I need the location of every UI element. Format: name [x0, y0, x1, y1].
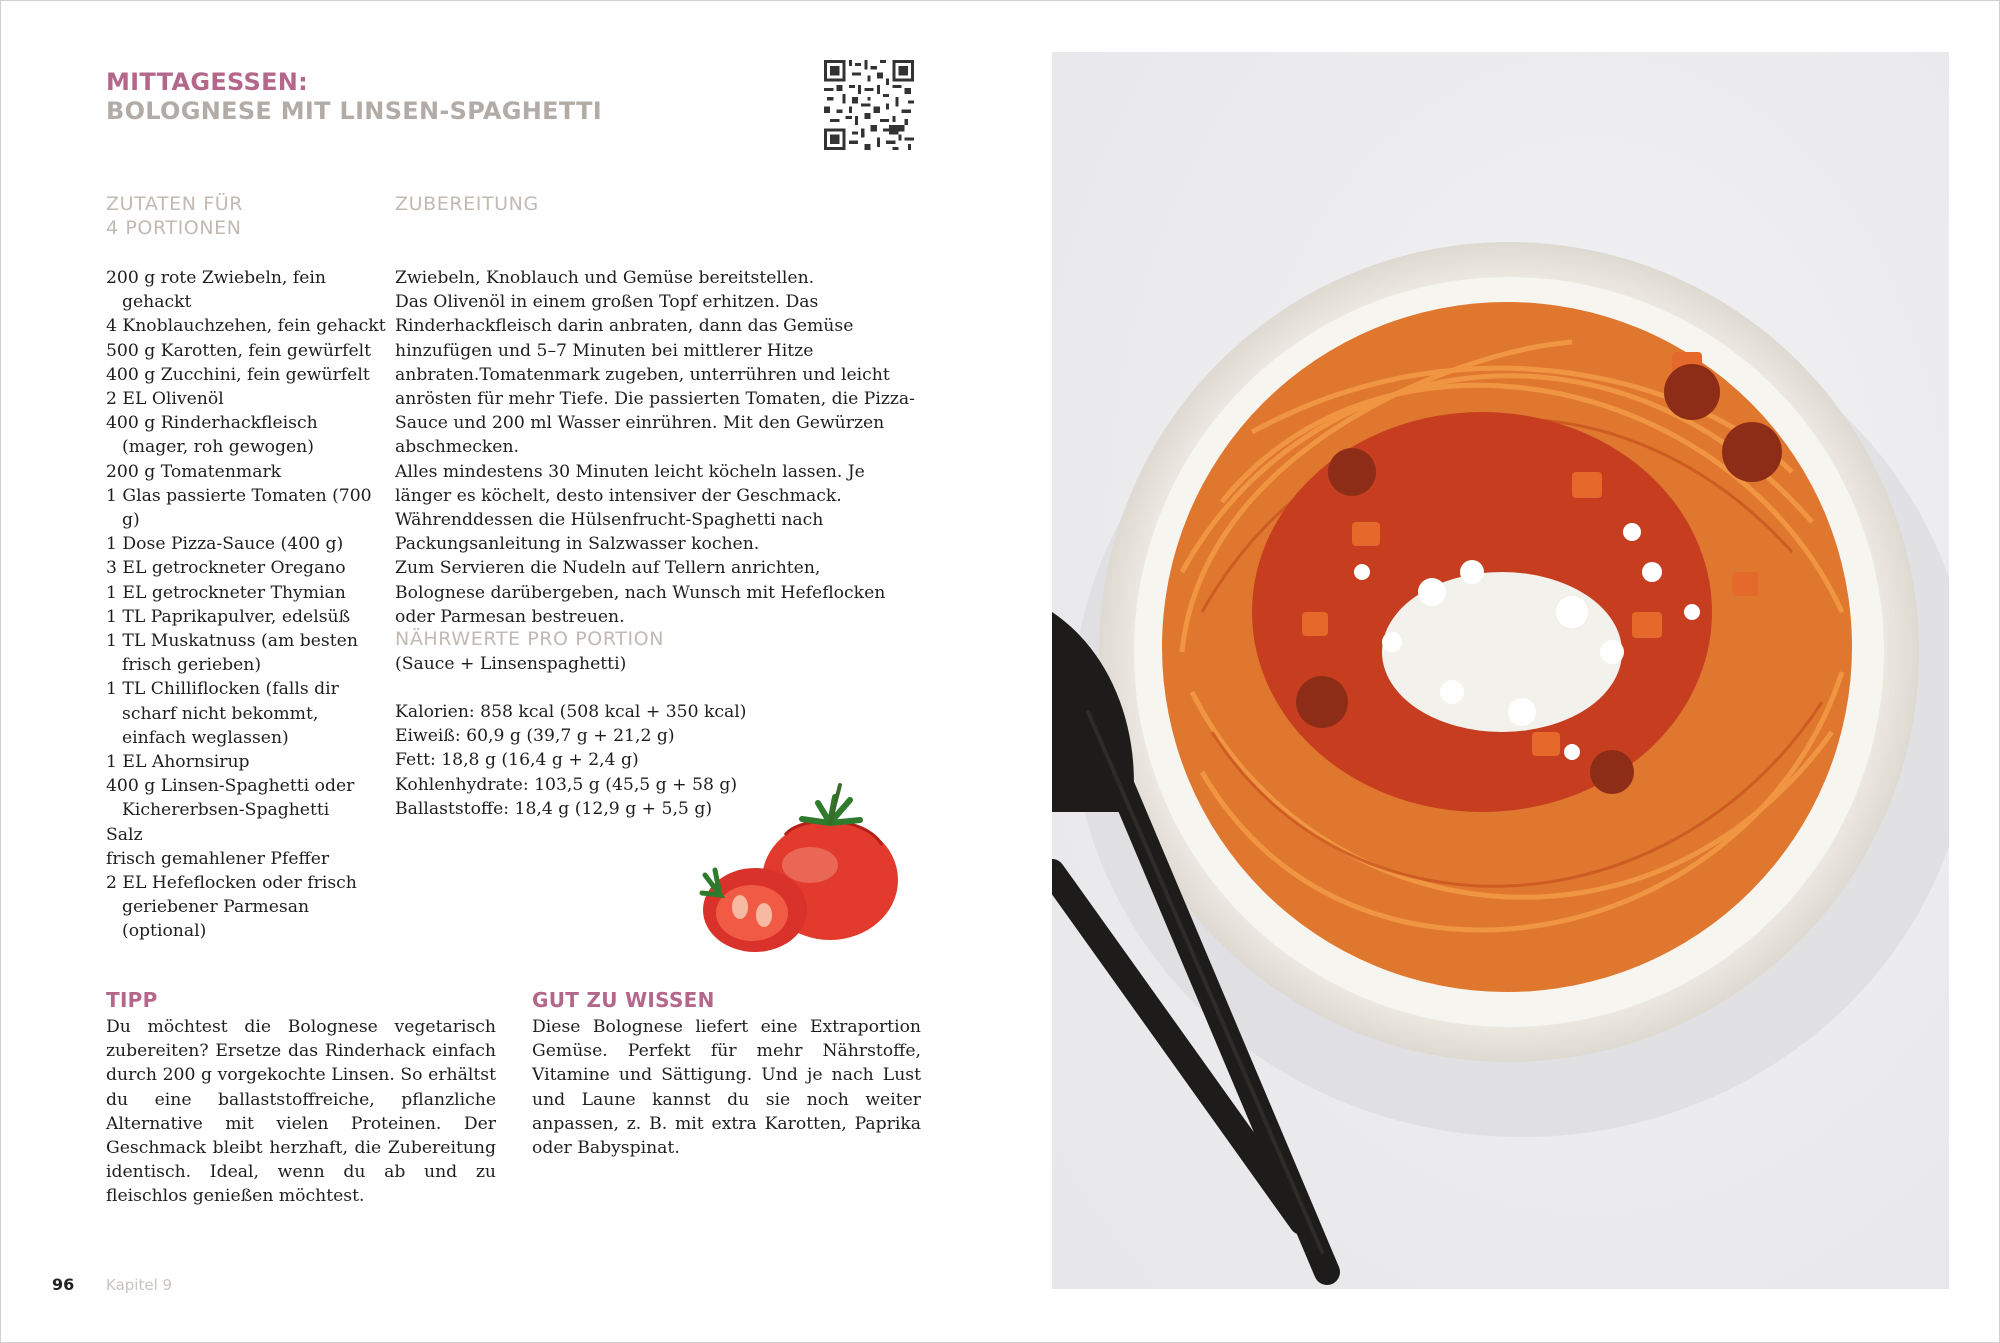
ingredient-item: 200 g rote Zwiebeln, fein gehackt: [106, 268, 326, 313]
preparation-step: Währenddessen die Hülsenfrucht-Spaghetti nach Packungsanleitung in Salzwasser kochen.: [395, 510, 824, 555]
preparation-step: Zum Servieren die Nudeln auf Tellern anrichten, Bolognese darübergeben, nach Wunsch mit Hefeflocken oder Parmesan bestreuen.: [395, 558, 886, 627]
nutrition-item: Ballaststoffe: 18,4 g (12,9 g + 5,5 g): [395, 798, 713, 819]
nutrition-item: Eiweiß: 60,9 g (39,7 g + 21,2 g): [395, 726, 675, 747]
nutrition-heading: NÄHRWERTE PRO PORTION: [395, 628, 665, 650]
tip-heading: TIPP: [106, 988, 158, 1012]
qr-code-icon[interactable]: [824, 60, 914, 150]
ingredient-item: 400 g Zucchini, fein gewürfelt: [106, 364, 370, 385]
ingredient-item: frisch gemahlener Pfeffer: [106, 848, 330, 869]
chapter-label: Kapitel 9: [106, 1276, 173, 1294]
nutrition-item: Fett: 18,8 g (16,4 g + 2,4 g): [395, 750, 639, 771]
ingredient-item: 2 EL Hefeflocken oder frisch geriebener Parmesan (optional): [106, 873, 357, 942]
good-to-know-text: Diese Bolognese liefert eine Extraportion Gemüse. Perfekt für mehr Nährstoffe, Vitamine und Sättigung. Und je nach Lust und Laune kannst du sie noch weiter anpassen, z. B. mit extra Karotten, Paprika oder Babyspinat.: [532, 1017, 921, 1159]
recipe-title: BOLOGNESE MIT LINSEN-SPAGHETTI: [106, 97, 602, 125]
ingredient-item: 400 g Linsen-Spaghetti oder Kichererbsen-Spaghetti: [106, 776, 355, 821]
ingredients-heading-line-2: 4 PORTIONEN: [106, 217, 242, 239]
ingredient-item: 4 Knoblauchzehen, fein gehackt: [106, 316, 386, 337]
ingredient-item: 400 g Rinderhackfleisch (mager, roh gewogen): [106, 413, 318, 458]
tomato-illustration-icon: [690, 775, 920, 965]
ingredient-item: 1 Glas passierte Tomaten (700 g): [106, 485, 372, 531]
ingredients-heading-line-1: ZUTATEN FÜR: [106, 193, 244, 215]
ingredient-item: 500 g Karotten, fein gewürfelt: [106, 340, 372, 361]
ingredient-item: 1 EL Ahornsirup: [106, 752, 250, 773]
preparation-step: Das Olivenöl in einem großen Topf erhitzen. Das Rinderhackfleisch darin anbraten, dann das Gemüse hinzufügen und 5–7 Minuten bei mittlerer Hitze anbraten.Tomatenmark zugeben, unterrühren und leicht anrösten für mehr Tiefe. Die passierten Tomaten, die Pizza-Sauce und 200 ml Wasser einrühren. Mit den Gewürzen abschmecken.: [395, 292, 915, 458]
nutrition-item: Kohlenhydrate: 103,5 g (45,5 g + 58 g): [395, 774, 738, 795]
nutrition-item: Kalorien: 858 kcal (508 kcal + 350 kcal): [395, 702, 747, 722]
ingredient-item: 2 EL Olivenöl: [106, 389, 224, 410]
ingredients-list: [106, 266, 386, 944]
ingredient-item: 200 g Tomatenmark: [106, 461, 282, 482]
ingredient-item: 1 TL Chilliflocken (falls dir scharf nicht bekommt, einfach weglassen): [106, 679, 339, 748]
tip-text: Du möchtest die Bolognese vegetarisch zubereiten? Ersetze das Rinderhack einfach durch 200 g vorgekochte Linsen. So erhältst du eine ballaststoffreiche, pflanzliche Alternative mit vielen Proteinen. Der Geschmack bleibt herzhaft, die Zubereitung identisch. Ideal, wenn du ab und zu fleischlos genießen möchtest.: [106, 1017, 496, 1207]
page-number: 96: [52, 1275, 75, 1294]
ingredient-item: Salz: [106, 824, 143, 845]
preparation-heading: ZUBEREITUNG: [395, 193, 539, 215]
ingredient-item: 1 TL Paprikapulver, edelsüß: [106, 606, 351, 627]
ingredient-item: 1 Dose Pizza-Sauce (400 g): [106, 534, 344, 555]
ingredient-item: 1 EL getrockneter Thymian: [106, 582, 346, 603]
ingredient-item: 1 TL Muskatnuss (am besten frisch gerieben): [106, 631, 358, 676]
preparation-step: Alles mindestens 30 Minuten leicht köcheln lassen. Je länger es köchelt, desto intensiver der Geschmack.: [395, 461, 865, 506]
good-to-know-heading: GUT ZU WISSEN: [532, 988, 715, 1012]
spaghetti-bowl-photo: [1052, 52, 1949, 1289]
preparation-step: Zwiebeln, Knoblauch und Gemüse bereitstellen.: [395, 268, 815, 288]
nutrition-subheading: (Sauce + Linsenspaghetti): [395, 654, 627, 674]
ingredients-heading: [106, 192, 243, 240]
ingredient-item: 3 EL getrockneter Oregano: [106, 558, 346, 579]
recipe-category: MITTAGESSEN:: [106, 68, 309, 96]
preparation-text: [395, 266, 915, 629]
